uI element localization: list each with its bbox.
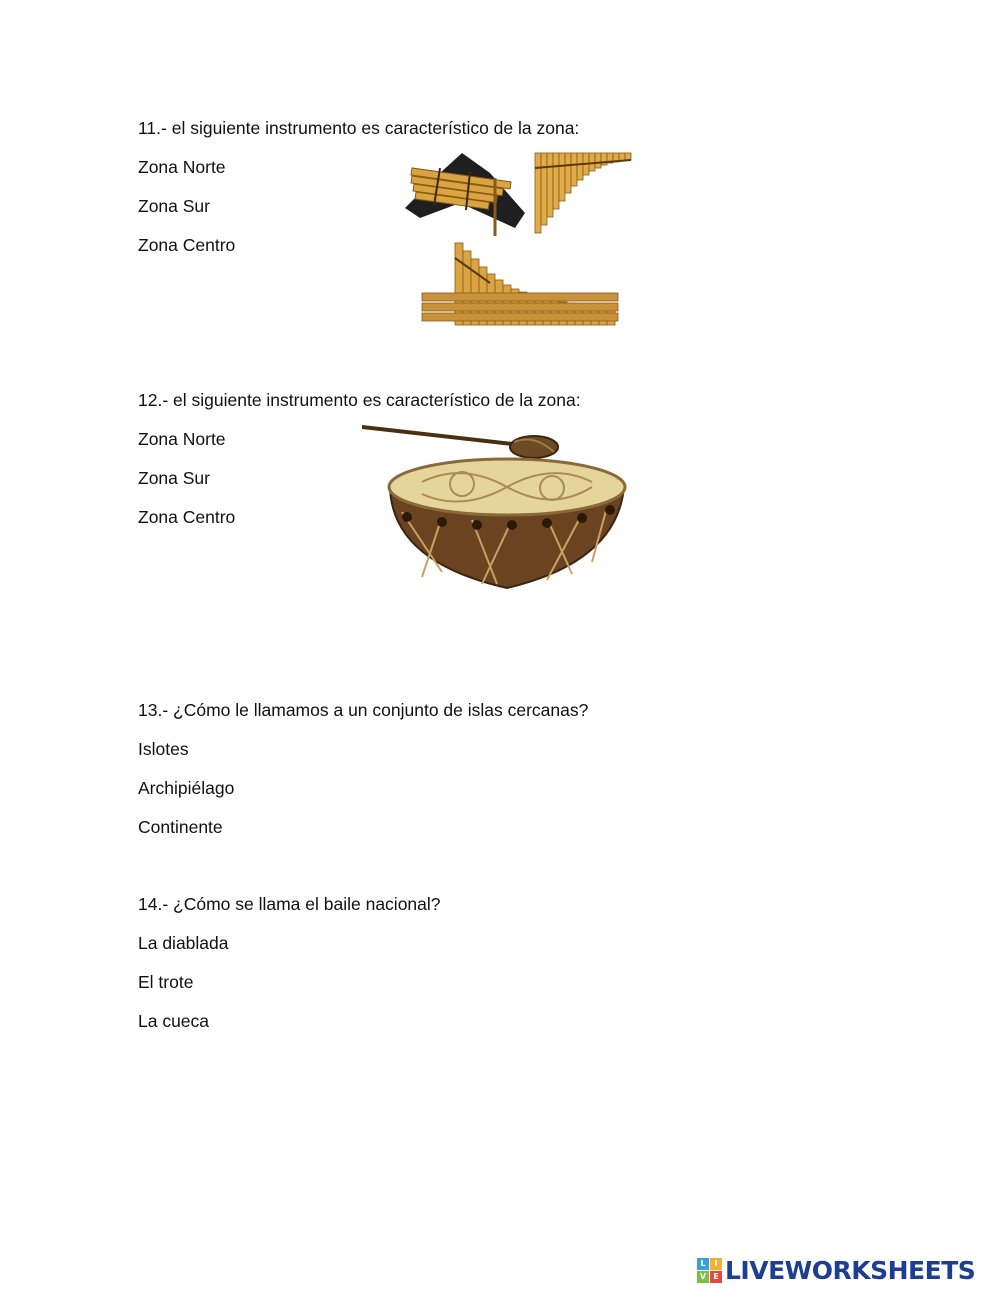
question-12-option-zona-sur[interactable]: Zona Sur — [138, 468, 210, 488]
logo-tile-l: L — [697, 1258, 709, 1270]
question-13-option-islotes[interactable]: Islotes — [138, 739, 189, 759]
question-13-prompt: 13.- ¿Cómo le llamamos a un conjunto de islas cercanas? — [138, 700, 589, 720]
question-14-option-la-diablada[interactable]: La diablada — [138, 933, 229, 953]
question-11-prompt: 11.- el siguiente instrumento es característico de la zona: — [138, 118, 580, 138]
logo-tiles-icon — [697, 1258, 722, 1283]
panpipe-right — [535, 153, 631, 233]
panpipes-icon — [400, 148, 640, 333]
question-14-prompt: 14.- ¿Cómo se llama el baile nacional? — [138, 894, 441, 914]
logo-tile-i: I — [710, 1258, 722, 1270]
question-13-option-archipielago[interactable]: Archipiélago — [138, 778, 235, 798]
logo-text: LIVEWORKSHEETS — [725, 1255, 976, 1285]
logo-tile-v: V — [697, 1271, 709, 1283]
question-11-option-zona-centro[interactable]: Zona Centro — [138, 235, 236, 255]
panpipe-bottom — [422, 243, 618, 325]
question-14-option-el-trote[interactable]: El trote — [138, 972, 194, 992]
question-12-option-zona-norte[interactable]: Zona Norte — [138, 429, 226, 449]
liveworksheets-logo — [697, 1256, 975, 1284]
drum-icon — [362, 422, 637, 592]
panpipe-left — [405, 153, 525, 236]
question-13-option-continente[interactable]: Continente — [138, 817, 223, 837]
question-12-option-zona-centro[interactable]: Zona Centro — [138, 507, 236, 527]
question-11-option-zona-norte[interactable]: Zona Norte — [138, 157, 226, 177]
question-12-prompt: 12.- el siguiente instrumento es característico de la zona: — [138, 390, 581, 410]
logo-tile-e: E — [710, 1271, 722, 1283]
question-14-option-la-cueca[interactable]: La cueca — [138, 1011, 210, 1031]
drumstick — [362, 427, 558, 458]
question-11-option-zona-sur[interactable]: Zona Sur — [138, 196, 210, 216]
